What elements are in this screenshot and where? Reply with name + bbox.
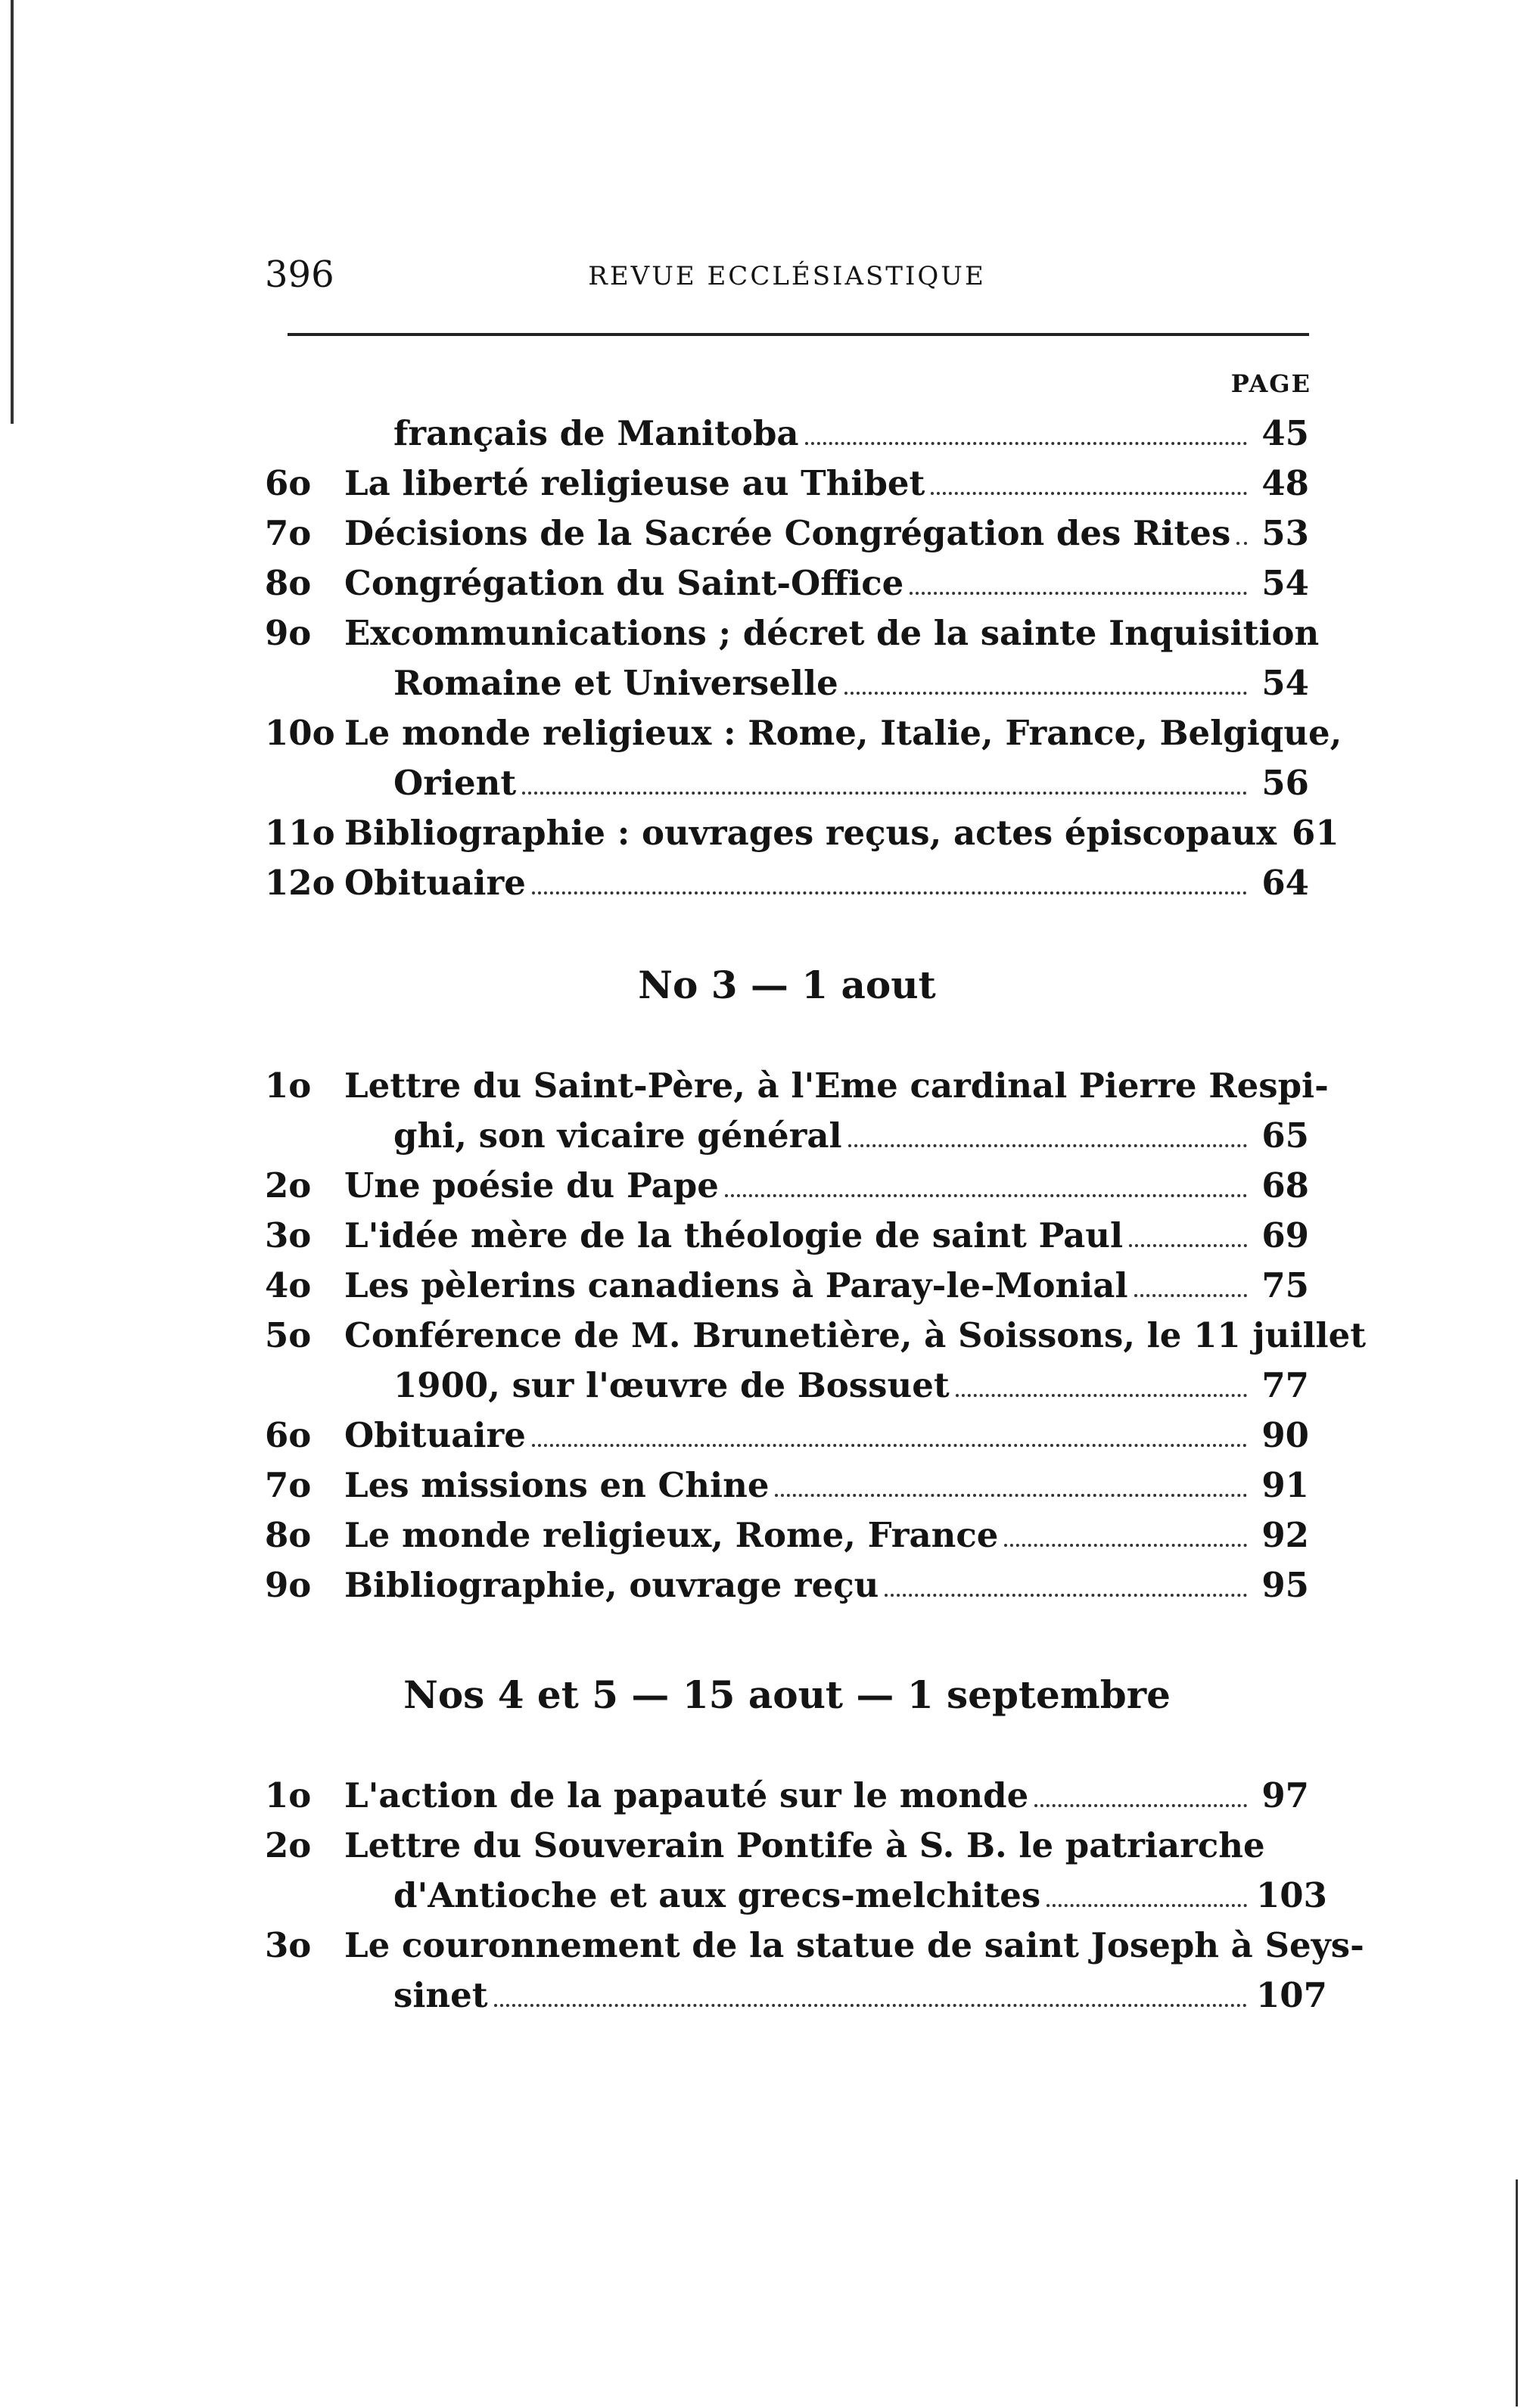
entry-number: 8o xyxy=(265,563,312,603)
entry-page-number: 68 xyxy=(1261,1165,1309,1206)
entry-page-number: 54 xyxy=(1261,563,1309,603)
entry-number: 10o xyxy=(265,713,335,753)
entry-title: La liberté religieuse au Thibet xyxy=(344,463,925,503)
entry-title: L'idée mère de la théologie de saint Paul xyxy=(344,1215,1124,1255)
entry-title: Lettre du Saint-Père, à l'Eme cardinal Pierre Respi- xyxy=(344,1066,1329,1106)
entry-page-number: 77 xyxy=(1261,1365,1309,1405)
dot-leader xyxy=(532,891,1247,894)
entry-number: 6o xyxy=(265,463,312,503)
entry-title: Conférence de M. Brunetière, à Soissons, le 11 juillet xyxy=(344,1315,1367,1355)
entry-page-number: 75 xyxy=(1261,1265,1309,1305)
entry-title: Congrégation du Saint-Office xyxy=(344,563,904,603)
dot-leader xyxy=(885,1594,1247,1597)
dot-leader xyxy=(931,492,1247,495)
entry-number: 3o xyxy=(265,1925,312,1965)
dot-leader xyxy=(725,1194,1247,1197)
entry-page-number: 56 xyxy=(1261,763,1309,803)
toc-list-no3 xyxy=(265,1061,1367,1610)
entry-page-number: 48 xyxy=(1261,463,1309,503)
toc-entry xyxy=(265,1311,1367,1411)
entry-number: 7o xyxy=(265,1465,312,1505)
entry-page-number: 90 xyxy=(1261,1415,1309,1455)
entry-title: Une poésie du Pape xyxy=(344,1165,719,1206)
entry-page-number: 95 xyxy=(1261,1565,1309,1605)
dot-leader xyxy=(1134,1294,1247,1297)
toc-entry xyxy=(265,1211,1309,1261)
running-title: REVUE ECCLÉSIASTIQUE xyxy=(588,261,986,291)
entry-number: 1o xyxy=(265,1066,312,1106)
entry-page-number: 69 xyxy=(1261,1215,1309,1255)
dot-leader xyxy=(910,592,1247,595)
entry-title: Romaine et Universelle xyxy=(393,663,838,703)
dot-leader xyxy=(1047,1904,1247,1907)
toc-entry xyxy=(265,1560,1309,1610)
section-title-no3: No 3 — 1 aout xyxy=(638,963,936,1007)
scan-edge-left xyxy=(11,0,14,424)
entry-title: Le monde religieux, Rome, France xyxy=(344,1515,999,1555)
entry-title: Excommunications ; décret de la sainte Inquisition xyxy=(344,613,1320,653)
entry-title: Lettre du Souverain Pontife à S. B. le patriarche xyxy=(344,1825,1265,1865)
toc-list-nos4-5 xyxy=(265,1771,1364,2021)
entry-number: 4o xyxy=(265,1265,312,1305)
dot-leader xyxy=(532,1444,1247,1447)
toc-entry xyxy=(265,708,1342,808)
entry-number: 9o xyxy=(265,613,312,653)
entry-title: Orient xyxy=(393,763,517,803)
entry-title: Décisions de la Sacrée Congrégation des Rites xyxy=(344,513,1231,553)
dot-leader xyxy=(956,1394,1247,1397)
entry-title: d'Antioche et aux grecs-melchites xyxy=(393,1875,1041,1915)
toc-entry xyxy=(265,1921,1364,2021)
entry-title: L'action de la papauté sur le monde xyxy=(344,1775,1029,1815)
entry-number: 11o xyxy=(265,813,335,853)
entry-number: 8o xyxy=(265,1515,312,1555)
entry-number: 3o xyxy=(265,1215,312,1255)
toc-entry xyxy=(265,1821,1327,1921)
entry-page-number: 45 xyxy=(1261,413,1309,453)
entry-page-number: 53 xyxy=(1261,513,1309,553)
entry-title: français de Manitoba xyxy=(393,413,799,453)
entry-title: 1900, sur l'œuvre de Bossuet xyxy=(393,1365,950,1405)
toc-entry xyxy=(265,1510,1309,1560)
entry-title: Obituaire xyxy=(344,1415,526,1455)
toc-entry xyxy=(265,558,1309,608)
entry-number: 6o xyxy=(265,1415,312,1455)
entry-page-number: 92 xyxy=(1261,1515,1309,1555)
dot-leader xyxy=(494,2004,1247,2007)
dot-leader xyxy=(1004,1544,1247,1547)
toc-entry xyxy=(265,1261,1309,1311)
toc-entry xyxy=(265,509,1309,558)
entry-number: 5o xyxy=(265,1315,312,1355)
toc-entry xyxy=(265,808,1339,858)
dot-leader xyxy=(848,1144,1247,1147)
entry-title: Les missions en Chine xyxy=(344,1465,770,1505)
page-column-label: PAGE xyxy=(1230,369,1311,398)
entry-title: Bibliographie, ouvrage reçu xyxy=(344,1565,879,1605)
entry-number: 1o xyxy=(265,1775,312,1815)
dot-leader xyxy=(522,792,1247,795)
entry-page-number: 54 xyxy=(1261,663,1309,703)
entry-title: Les pèlerins canadiens à Paray-le-Monial xyxy=(344,1265,1128,1305)
entry-page-number: 97 xyxy=(1261,1775,1309,1815)
entry-page-number: 103 xyxy=(1256,1875,1327,1915)
section-title-nos4-5: Nos 4 et 5 — 15 aout — 1 septembre xyxy=(403,1672,1171,1717)
entry-number: 2o xyxy=(265,1825,312,1865)
page-header xyxy=(265,254,1309,299)
toc-entry xyxy=(265,1461,1309,1510)
entry-page-number: 107 xyxy=(1256,1975,1327,2015)
dot-leader xyxy=(1129,1244,1247,1247)
toc-list-continued xyxy=(265,409,1342,908)
entry-number: 7o xyxy=(265,513,312,553)
entry-title: sinet xyxy=(393,1975,488,2015)
dot-leader xyxy=(1236,542,1247,545)
entry-title: Obituaire xyxy=(344,863,526,903)
entry-title: Le couronnement de la statue de saint Joseph à Seys- xyxy=(344,1925,1364,1965)
toc-entry xyxy=(265,1771,1309,1821)
toc-entry xyxy=(265,858,1309,908)
entry-number: 9o xyxy=(265,1565,312,1605)
dot-leader xyxy=(1034,1804,1247,1807)
toc-entry xyxy=(265,1061,1329,1161)
toc-entry xyxy=(265,459,1309,509)
entry-title: Le monde religieux : Rome, Italie, France, Belgique, xyxy=(344,713,1342,753)
entry-title: ghi, son vicaire général xyxy=(393,1115,842,1156)
entry-title: Bibliographie : ouvrages reçus, actes épiscopaux xyxy=(344,813,1277,853)
dot-leader xyxy=(844,692,1247,695)
toc-entry xyxy=(265,1161,1309,1211)
entry-number: 12o xyxy=(265,863,335,903)
dot-leader xyxy=(775,1494,1247,1497)
entry-number: 2o xyxy=(265,1165,312,1206)
toc-entry xyxy=(265,409,1309,459)
entry-page-number: 91 xyxy=(1261,1465,1309,1505)
entry-page-number: 65 xyxy=(1261,1115,1309,1156)
toc-entry xyxy=(265,608,1320,708)
toc-entry xyxy=(265,1411,1309,1461)
header-rule xyxy=(288,333,1309,336)
dot-leader xyxy=(805,442,1247,445)
entry-page-number: 61 xyxy=(1292,813,1339,853)
page-number: 396 xyxy=(265,254,334,296)
entry-page-number: 64 xyxy=(1261,863,1309,903)
scan-edge-right xyxy=(1516,2179,1518,2406)
